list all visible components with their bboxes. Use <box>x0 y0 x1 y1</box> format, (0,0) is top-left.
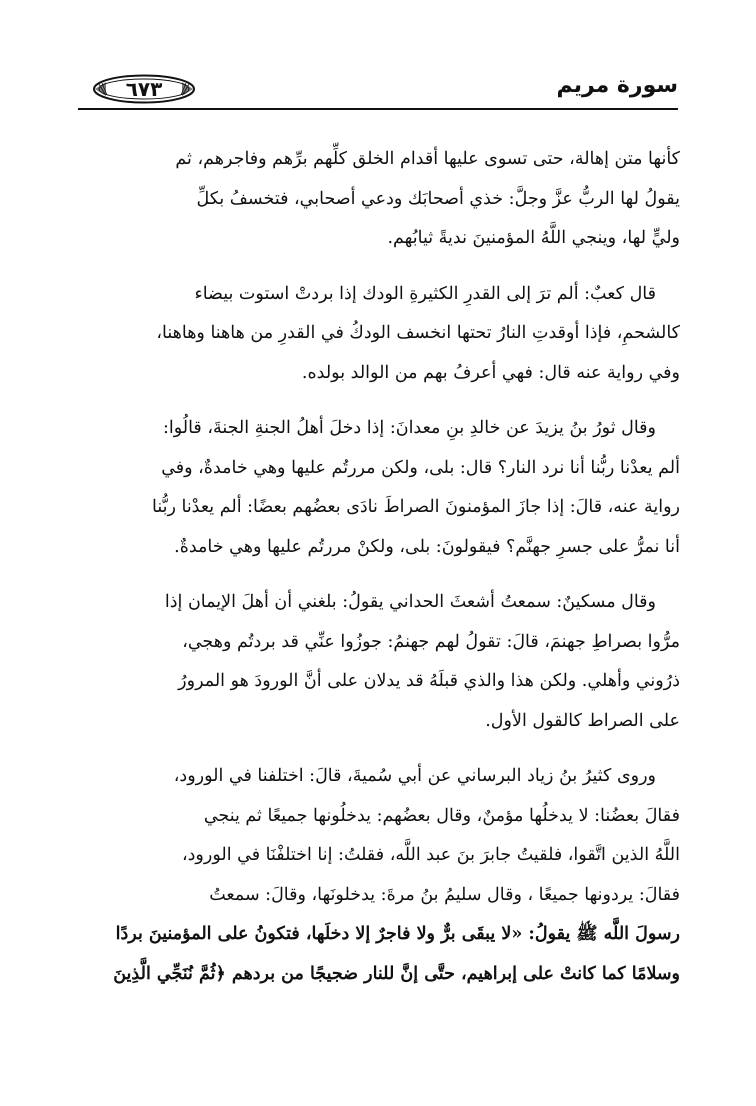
paragraph-3 <box>76 409 680 567</box>
text-line: كأنها متن إهالة، حتى تسوى عليها أقدام الخلق كلِّهم برِّهم وفاجرهم، ثم <box>175 149 680 169</box>
page-number: ٦٧٣ <box>125 77 163 101</box>
text-line: ذرُوني وأهلي. ولكن هذا والذي قبلَهُ قد يدلان على أنَّ الورودَ هو المرورُ <box>178 671 680 691</box>
text-line: ألم يعدْنا ربُّنا أنا نرد النار؟ قال: بلى، ولكن مررتُم عليها وهي خامدةٌ، وفي <box>161 457 680 478</box>
text-line: فقالَ بعضُنا: لا يدخلُها مؤمنٌ، وقال بعضُهم: يدخلُونها جميعًا ثم ينجي <box>203 805 680 826</box>
text-line: كالشحمِ، فإذا أوقدتِ النارُ تحتها انخسف الودكُ في القدرِ من هاهنا وهاهنا، <box>156 323 680 343</box>
text-line: أنا نمرُّ على جسرِ جهنَّم؟ فيقولونَ: بلى، ولكنْ مررتُم عليها وهي خامدةٌ. <box>174 536 680 557</box>
hadith-line: رسولَ اللَّه ﷺ يقولُ: «لا يبقَى برٌّ ولا فاجرٌ إلا دخلَها، فتكونُ على المؤمنينَ بردًا <box>115 924 680 944</box>
text-line: وروى كثيرُ بنُ زياد البرساني عن أبي سُميةَ، قالَ: اختلفنا في الورود، <box>173 766 656 786</box>
page-header <box>78 70 678 112</box>
text-line: اللَّهُ الذين اتَّقوا، فلقيتُ جابرَ بنَ عبد اللَّه، فقلتُ: إنا اختلفْنَا في الورود، <box>181 845 680 865</box>
paragraph-1 <box>76 140 680 259</box>
text-line: رواية عنه، قالَ: إذا جازَ المؤمنونَ الصراطَ نادَى بعضُهم بعضًا: ألم يعدْنا ربُّنا <box>151 497 680 517</box>
text-line: يقولُ لها الربُّ عزَّ وجلَّ: خذي أصحابَك ودعي أصحابي، فتخسفُ بكلِّ <box>196 188 680 209</box>
paragraph-2 <box>76 275 680 394</box>
text-line: مرُّوا بصراطِ جهنمَ، قالَ: تقولُ لهم جهنمُ: جوزُوا عنِّي قد بردتُم وهجي، <box>182 631 680 652</box>
surah-title: سورة مريم <box>556 73 678 98</box>
text-line: وليٍّ لها، وينجي اللَّهُ المؤمنينَ نديةً ثيابُهم. <box>387 228 680 248</box>
text-line: قال كعبٌ: ألم ترَ إلى القدرِ الكثيرةِ الودك إذا بردتْ استوت بيضاء <box>194 283 656 304</box>
paragraph-4 <box>76 583 680 741</box>
text-line: على الصراط كالقول الأول. <box>485 710 680 731</box>
page-number-badge <box>92 74 196 104</box>
text-line: وقال ثورُ بنُ يزيدَ عن خالدِ بنِ معدانَ: إذا دخلَ أهلُ الجنةِ الجنةَ، قالُوا: <box>162 418 656 438</box>
text-line: وقال مسكينٌ: سمعتُ أشعثَ الحداني يقولُ: بلغني أن أهلَ الإيمان إذا <box>164 592 656 612</box>
text-line: فقالَ: يردونها جميعًا ، وقال سليمُ بنُ مرةَ: يدخلونَها، وقالَ: سمعتُ <box>209 884 680 905</box>
paragraph-5 <box>76 757 680 994</box>
header-divider <box>78 108 678 110</box>
hadith-line: وسلامًا كما كانتْ على إبراهيم، حتَّى إنَّ للنار ضجيجًا من بردهم ﴿ثُمَّ نُنَجِّي الَّذِينَ <box>113 963 680 984</box>
page-body <box>76 140 680 1010</box>
text-line: وفي رواية عنه قال: فهي أعرفُ بهم من الوالد بولده. <box>301 362 680 383</box>
